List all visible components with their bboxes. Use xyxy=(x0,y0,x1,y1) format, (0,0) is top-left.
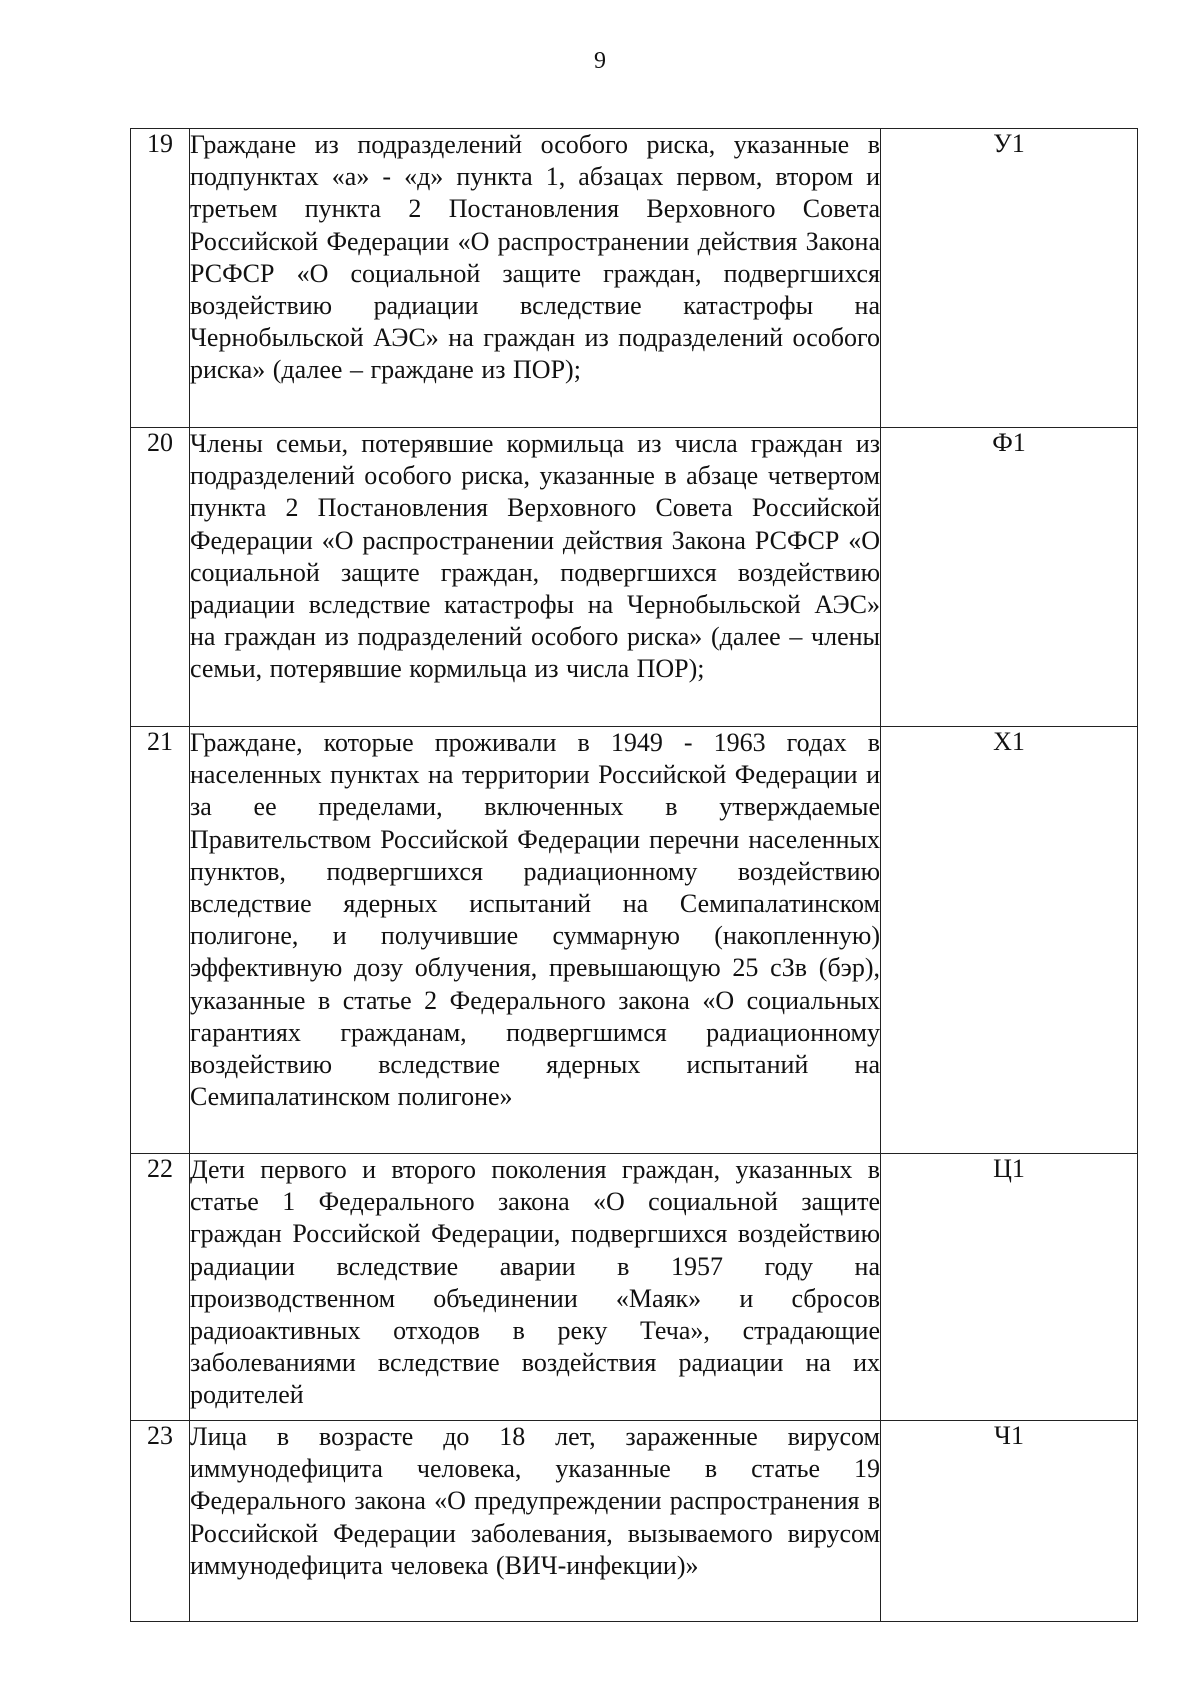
table-row xyxy=(131,727,1138,1154)
category-table xyxy=(130,128,1138,1622)
row-code: Ц1 xyxy=(881,1154,1138,1421)
row-code: Ч1 xyxy=(881,1421,1138,1622)
table-row xyxy=(131,428,1138,727)
row-description: Граждане, которые проживали в 1949 - 1963 годах в населенных пунктах на территории Российской Федерации и за ее пределами, включенных в утверждаемые Правительством Российской Федерации перечни населенных пунктов, подвергшихся радиационному воздействию вследствие ядерных испытаний на Семипалатинском полигоне, и получившие суммарную (накопленную) эффективную дозу облучения, превышающую 25 сЗв (бэр), указанные в статье 2 Федерального закона «О социальных гарантиях гражданам, подвергшимся радиационному воздействию вследствие ядерных испытаний на Семипалатинском полигоне» xyxy=(190,727,881,1154)
row-description: Граждане из подразделений особого риска, указанные в подпунктах «а» - «д» пункта 1, абзацах первом, втором и третьем пункта 2 Постановления Верховного Совета Российской Федерации «О распространении действия Закона РСФСР «О социальной защите граждан, подвергшихся воздействию радиации вследствие катастрофы на Чернобыльской АЭС» на граждан из подразделений особого риска» (далее – граждане из ПОР); xyxy=(190,129,881,428)
table-row xyxy=(131,1154,1138,1421)
row-number: 23 xyxy=(131,1421,190,1622)
row-number: 20 xyxy=(131,428,190,727)
row-description: Лица в возрасте до 18 лет, зараженные вирусом иммунодефицита человека, указанные в статье 19 Федерального закона «О предупреждении распространения в Российской Федерации заболевания, вызываемого вирусом иммунодефицита человека (ВИЧ-инфекции)» xyxy=(190,1421,881,1622)
row-code: Ф1 xyxy=(881,428,1138,727)
table-row xyxy=(131,129,1138,428)
row-number: 22 xyxy=(131,1154,190,1421)
page-number: 9 xyxy=(594,48,606,74)
row-description: Дети первого и второго поколения граждан, указанных в статье 1 Федерального закона «О социальной защите граждан Российской Федерации, подвергшихся воздействию радиации вследствие аварии в 1957 году на производственном объединении «Маяк» и сбросов радиоактивных отходов в реку Теча», страдающие заболеваниями вследствие воздействия радиации на их родителей xyxy=(190,1154,881,1421)
row-number: 21 xyxy=(131,727,190,1154)
row-code: У1 xyxy=(881,129,1138,428)
table-row xyxy=(131,1421,1138,1622)
row-code: Х1 xyxy=(881,727,1138,1154)
row-description: Члены семьи, потерявшие кормильца из числа граждан из подразделений особого риска, указанные в абзаце четвертом пункта 2 Постановления Верховного Совета Российской Федерации «О распространении действия Закона РСФСР «О социальной защите граждан, подвергшихся воздействию радиации вследствие катастрофы на Чернобыльской АЭС» на граждан из подразделений особого риска» (далее – члены семьи, потерявшие кормильца из числа ПОР); xyxy=(190,428,881,727)
row-number: 19 xyxy=(131,129,190,428)
